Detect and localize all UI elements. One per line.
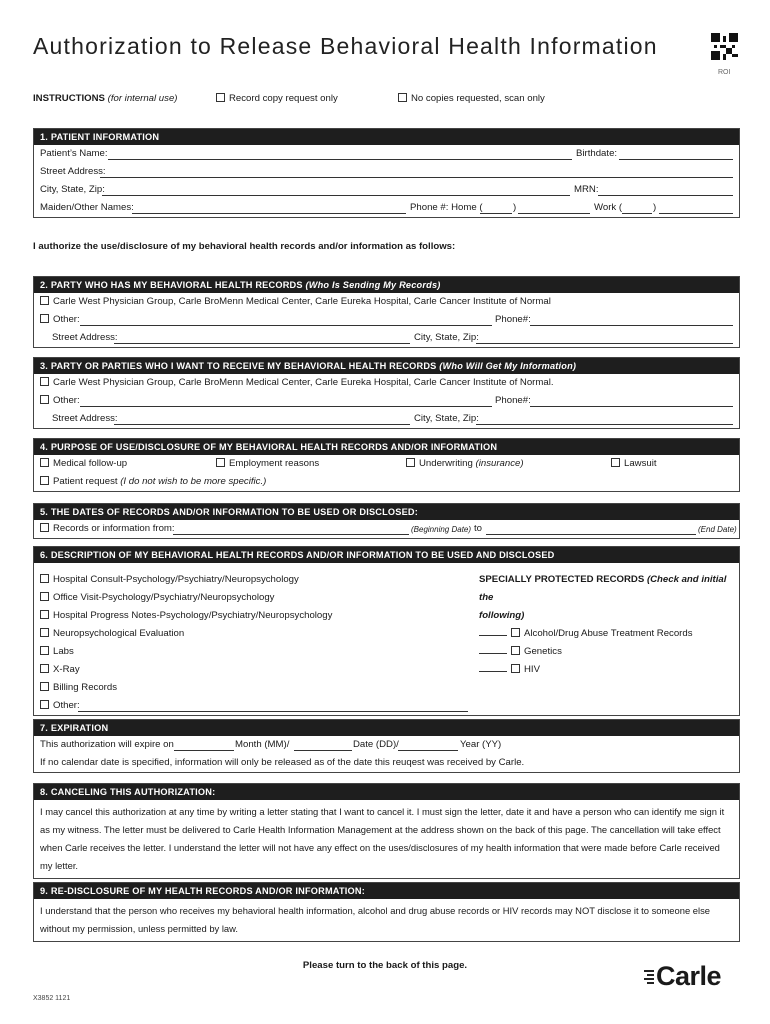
instructions: INSTRUCTIONS (for internal use) bbox=[33, 93, 178, 104]
special-item[interactable]: Genetics bbox=[479, 643, 739, 661]
canceling-text: I may cancel this authorization at any time by writing a letter stating that I want to cancel it. I must sign the letter, date it and have a person who can identify me sign it as my witness. The letter must be delivered to Carle Health Information Management at the address shown on the back of this page. The cancellation will take effect when Carle receives the letter. I understand the letter will not have any effect on the uses/disclosures of my health information that were made before Carle received my letter. bbox=[40, 806, 725, 871]
section-expiration bbox=[33, 719, 740, 773]
section-redisclosure bbox=[33, 882, 740, 942]
checkbox[interactable] bbox=[398, 93, 407, 102]
special-title: SPECIALLY PROTECTED RECORDS (Check and initial the bbox=[479, 574, 727, 603]
section-header: 5. THE DATES OF RECORDS AND/OR INFORMATION TO BE USED OR DISCLOSED: bbox=[34, 504, 739, 520]
city-label: City, State, Zip: bbox=[414, 413, 479, 424]
section-sender bbox=[33, 276, 740, 348]
city-label: City, State, Zip: bbox=[414, 332, 479, 343]
maiden-field[interactable] bbox=[132, 202, 406, 214]
special-note: following) bbox=[479, 610, 525, 621]
section-header: 2. PARTY WHO HAS MY BEHAVIORAL HEALTH RECORDS (Who Is Sending My Records) bbox=[34, 277, 739, 293]
underwriting-option[interactable]: Underwriting (insurance) bbox=[406, 458, 524, 469]
special-records bbox=[479, 571, 739, 679]
section-header: 7. EXPIRATION bbox=[34, 720, 739, 736]
expire-label: This authorization will expire on bbox=[40, 739, 174, 750]
section-header: 9. RE-DISCLOSURE OF MY HEALTH RECORDS AND/OR INFORMATION: bbox=[34, 883, 739, 899]
carle-logo bbox=[644, 961, 740, 991]
phone-field[interactable] bbox=[530, 314, 733, 326]
special-item[interactable]: Alcohol/Drug Abuse Treatment Records bbox=[479, 625, 739, 643]
phone-home-label: Phone #: Home ( bbox=[410, 202, 483, 213]
description-list bbox=[40, 571, 332, 715]
turn-page-note: Please turn to the back of this page. bbox=[302, 960, 468, 971]
phone-home-field[interactable] bbox=[518, 202, 590, 214]
work-label: Work ( bbox=[594, 202, 623, 213]
list-item[interactable]: Hospital Consult-Psychology/Psychiatry/Neuropsychology bbox=[40, 571, 332, 589]
paren: ) bbox=[653, 202, 657, 213]
phone-work-area[interactable] bbox=[622, 202, 652, 214]
maiden-label: Maiden/Other Names: bbox=[40, 202, 134, 213]
other-recipient-option[interactable]: Other: bbox=[40, 395, 80, 406]
month-field[interactable] bbox=[174, 739, 234, 751]
mrn-field[interactable] bbox=[598, 184, 733, 196]
to-label: to bbox=[474, 523, 483, 534]
phone-field[interactable] bbox=[530, 395, 733, 407]
no-date-note: If no calendar date is specified, information will only be released as of the date this reuqest was received by Carle. bbox=[40, 757, 525, 768]
street-field[interactable] bbox=[114, 332, 410, 344]
list-item[interactable]: Office Visit-Psychology/Psychiatry/Neuropsychology bbox=[40, 589, 332, 607]
list-item[interactable]: X-Ray bbox=[40, 661, 332, 679]
section-header: 6. DESCRIPTION OF MY BEHAVIORAL HEALTH RECORDS AND/OR INFORMATION TO BE USED AND DISCLOSED bbox=[34, 547, 739, 563]
month-label: Month (MM)/ bbox=[235, 739, 290, 750]
logo-text: Carle bbox=[656, 961, 722, 991]
section-header: 1. PATIENT INFORMATION bbox=[34, 129, 739, 145]
date-field[interactable] bbox=[294, 739, 352, 751]
street-label: Street Address: bbox=[40, 166, 106, 177]
section-dates bbox=[33, 503, 740, 539]
employment-option[interactable]: Employment reasons bbox=[216, 458, 319, 469]
list-item[interactable]: Labs bbox=[40, 643, 332, 661]
list-item[interactable]: Neuropsychological Evaluation bbox=[40, 625, 332, 643]
roi-label: ROI bbox=[718, 69, 731, 76]
page-title: Authorization to Release Behavioral Health Information bbox=[33, 33, 658, 59]
other-field[interactable] bbox=[78, 700, 468, 712]
medical-option[interactable]: Medical follow-up bbox=[40, 458, 127, 469]
section-canceling bbox=[33, 783, 740, 879]
qr-code-icon bbox=[711, 33, 738, 60]
section-header: 8. CANCELING THIS AUTHORIZATION: bbox=[34, 784, 739, 800]
section-description bbox=[33, 546, 740, 716]
city-field[interactable] bbox=[476, 413, 733, 425]
patient-name-field[interactable] bbox=[108, 148, 572, 160]
other-recipient-field[interactable] bbox=[80, 395, 492, 407]
list-item[interactable]: Billing Records bbox=[40, 679, 332, 697]
authorize-statement: I authorize the use/disclosure of my behavioral health records and/or information as follows: bbox=[33, 241, 456, 252]
begin-date-field[interactable] bbox=[173, 523, 409, 535]
street-field[interactable] bbox=[114, 413, 410, 425]
end-date-label: (End Date) bbox=[698, 525, 737, 534]
other-sender-option[interactable]: Other: bbox=[40, 314, 80, 325]
section-patient-information bbox=[33, 128, 740, 218]
section-purpose bbox=[33, 438, 740, 492]
city-field[interactable] bbox=[102, 184, 570, 196]
street-field[interactable] bbox=[100, 166, 733, 178]
other-sender-field[interactable] bbox=[80, 314, 492, 326]
carle-recipient-option[interactable]: Carle West Physician Group, Carle BroMenn Medical Center, Carle Eureka Hospital, Carle Cancer Institute of Normal. bbox=[40, 377, 554, 388]
record-copy-option[interactable]: Record copy request only bbox=[216, 93, 338, 104]
section-recipient bbox=[33, 357, 740, 429]
begin-date-label: (Beginning Date) bbox=[411, 525, 472, 534]
section-header: 4. PURPOSE OF USE/DISCLOSURE OF MY BEHAVIORAL HEALTH RECORDS AND/OR INFORMATION bbox=[34, 439, 739, 455]
form-code: X3852 1121 bbox=[33, 995, 71, 1002]
street-label: Street Address: bbox=[52, 332, 118, 343]
section-header: 3. PARTY OR PARTIES WHO I WANT TO RECEIVE MY BEHAVIORAL HEALTH RECORDS (Who Will Get My Information) bbox=[34, 358, 739, 374]
birthdate-label: Birthdate: bbox=[576, 148, 618, 159]
phone-work-field[interactable] bbox=[659, 202, 733, 214]
paren: ) bbox=[513, 202, 517, 213]
year-field[interactable] bbox=[398, 739, 458, 751]
phone-home-area[interactable] bbox=[480, 202, 512, 214]
list-item[interactable]: Hospital Progress Notes-Psychology/Psychiatry/Neuropsychology bbox=[40, 607, 332, 625]
lawsuit-option[interactable]: Lawsuit bbox=[611, 458, 657, 469]
date-label: Date (DD)/ bbox=[353, 739, 399, 750]
list-item[interactable]: Other: bbox=[40, 697, 332, 715]
phone-label: Phone#: bbox=[495, 395, 531, 406]
street-label: Street Address: bbox=[52, 413, 118, 424]
year-label: Year (YY) bbox=[460, 739, 502, 750]
no-copies-option[interactable]: No copies requested, scan only bbox=[398, 93, 545, 104]
records-from-option[interactable]: Records or information from: bbox=[40, 523, 175, 534]
end-date-field[interactable] bbox=[486, 523, 696, 535]
patient-name-label: Patient’s Name: bbox=[40, 148, 108, 159]
birthdate-field[interactable] bbox=[619, 148, 733, 160]
checkbox[interactable] bbox=[216, 93, 225, 102]
patient-request-option[interactable]: Patient request (I do not wish to be more specific.) bbox=[40, 476, 266, 487]
redisclosure-text: I understand that the person who receives my behavioral health information, alcohol and drug abuse records or HIV records may NOT disclose it to someone else without my permission, unless permitted by law. bbox=[40, 905, 710, 934]
city-label: City, State, Zip: bbox=[40, 184, 105, 195]
carle-sender-option[interactable]: Carle West Physician Group, Carle BroMenn Medical Center, Carle Eureka Hospital, Carle Cancer Institute of Normal bbox=[40, 296, 551, 307]
city-field[interactable] bbox=[476, 332, 733, 344]
phone-label: Phone#: bbox=[495, 314, 531, 325]
mrn-label: MRN: bbox=[574, 184, 599, 195]
special-item[interactable]: HIV bbox=[479, 661, 739, 679]
